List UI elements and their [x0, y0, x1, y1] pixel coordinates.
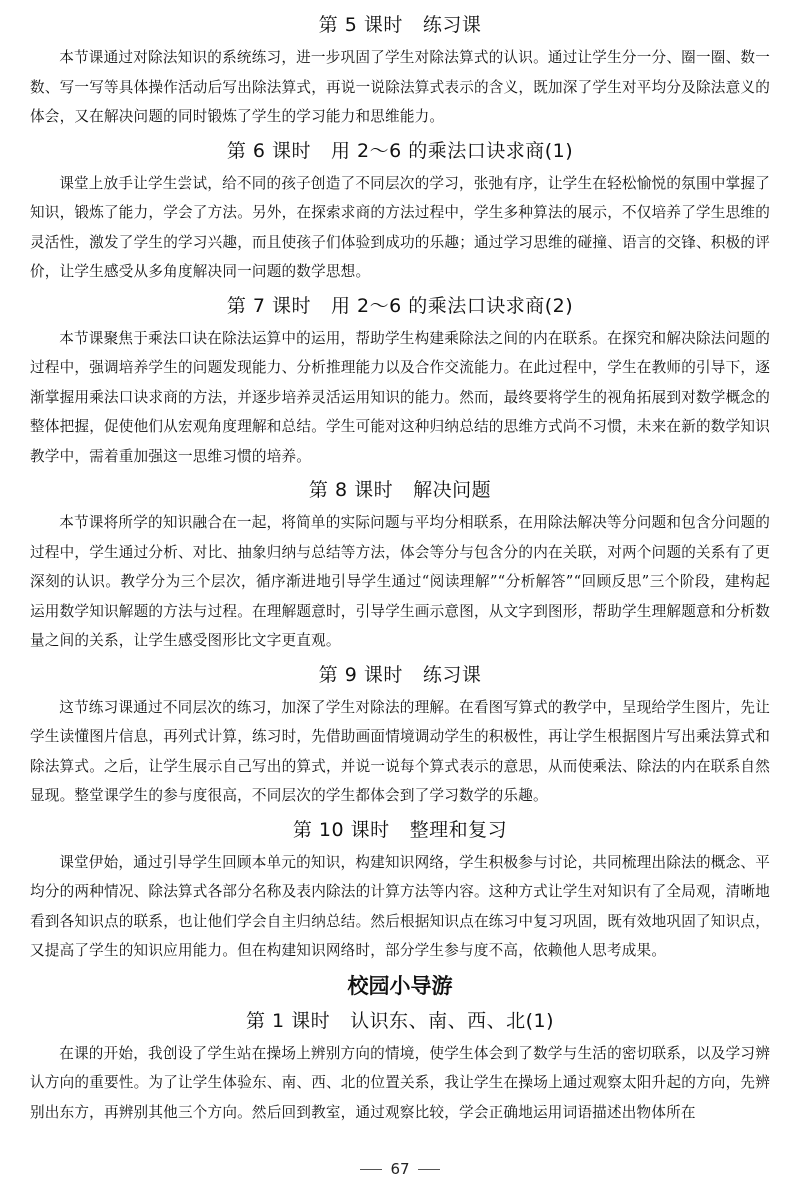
lesson-paragraph: 课堂伊始，通过引导学生回顾本单元的知识，构建知识网络，学生积极参与讨论，共同梳理出除法的概念、平均分的两种情况、除法算式各部分名称及表内除法的计算方法等内容。这种方式让学生对知识有了全局观，清晰地看到各知识点的联系，也让他们学会自主归纳总结。然后根据知识点在练习中复习巩固，既有效地巩固了知识点，又提高了学生的知识应用能力。但在构建知识网络时，部分学生参与度不高，依赖他人思考成果。 — [30, 853, 770, 959]
lesson-10 — [30, 815, 770, 966]
lesson-7 — [30, 291, 770, 472]
lesson-8 — [30, 475, 770, 656]
lesson-title: 第 5 课时 练习课 — [318, 14, 482, 36]
lesson-title: 第 8 课时 解决问题 — [308, 479, 492, 501]
lesson-paragraph: 本节课将所学的知识融合在一起，将简单的实际问题与平均分相联系，在用除法解决等分问题和包含分问题的过程中，学生通过分析、对比、抽象归纳与总结等方法，体会等分与包含分的内在关联，对两个问题的关系有了更深刻的认识。教学分为三个层次，循序渐进地引导学生通过“阅读理解”“分析解答”“回顾反思”三个阶段，建构起运用数学知识解题的方法与过程。在理解题意时，引导学生画示意图，从文字到图形，帮助学生理解题意和分析数量之间的关系，让学生感受图形比文字更直观。 — [30, 514, 770, 649]
page-number-dash — [360, 1169, 382, 1170]
lesson-paragraph: 课堂上放手让学生尝试，给不同的孩子创造了不同层次的学习，张弛有序，让学生在轻松愉悦的氛围中掌握了知识，锻炼了能力，学会了方法。另外，在探索求商的方法过程中，学生多种算法的展示，不仅培养了学生思维的灵活性，激发了学生的学习兴趣，而且使孩子们体验到成功的乐趣；通过学习思维的碰撞、语言的交锋、积极的评价，让学生感受从多角度解决同一问题的数学思想。 — [30, 174, 770, 280]
lesson-title: 第 1 课时 认识东、南、西、北(1) — [245, 1009, 555, 1032]
lesson-title: 第 7 课时 用 2～6 的乘法口诀求商(2) — [226, 294, 574, 317]
lesson-title: 第 6 课时 用 2～6 的乘法口诀求商(1) — [226, 139, 574, 162]
lesson-5 — [30, 10, 770, 132]
lesson-paragraph: 在课的开始，我创设了学生站在操场上辨别方向的情境，使学生体会到了数学与生活的密切联系，以及学习辨认方向的重要性。为了让学生体验东、南、西、北的位置关系，我让学生在操场上通过观察太阳升起的方向，先辨别出东方，再辨别其他三个方向。然后回到教室，通过观察比较，学会正确地运用词语描述出物体所在 — [30, 1044, 770, 1121]
lesson-title: 第 9 课时 练习课 — [318, 663, 482, 686]
unit-lesson-1 — [30, 1006, 770, 1128]
lesson-paragraph: 这节练习课通过不同层次的练习，加深了学生对除法的理解。在看图写算式的教学中，呈现给学生图片，先让学生读懂图片信息，再列式计算，练习时，先借助画面情境调动学生的积极性，再让学生根据图片写出乘法算式和除法算式。之后，让学生展示自己写出的算式，并说一说每个算式表示的意思，从而使乘法、除法的内在联系自然显现。整堂课学生的参与度很高，不同层次的学生都体会到了学习数学的乐趣。 — [30, 698, 770, 804]
lesson-paragraph: 本节课聚焦于乘法口诀在除法运算中的运用，帮助学生构建乘除法之间的内在联系。在探究和解决除法问题的过程中，强调培养学生的问题发现能力、分析推理能力以及合作交流能力。在此过程中，学生在教师的引导下，逐渐掌握用乘法口诀求商的方法，并逐步培养灵活运用知识的能力。然而，最终要将学生的视角拓展到对数学概念的整体把握，促使他们从宏观角度理解和总结。学生可能对这种归纳总结的思维方式尚不习惯，未来在新的数学知识教学中，需着重加强这一思维习惯的培养。 — [30, 329, 770, 465]
lesson-paragraph: 本节课通过对除法知识的系统练习，进一步巩固了学生对除法算式的认识。通过让学生分一分、圈一圈、数一数、写一写等具体操作活动后写出除法算式，再说一说除法算式表示的含义，既加深了学生对平均分及除法意义的体会，又在解决问题的同时锻炼了学生的学习能力和思维能力。 — [30, 49, 770, 125]
page-number: 67 — [0, 1160, 800, 1178]
lesson-title: 第 10 课时 整理和复习 — [292, 818, 508, 841]
lesson-9 — [30, 660, 770, 811]
unit-title: 校园小导游 — [347, 973, 453, 998]
page-number-dash — [418, 1169, 440, 1170]
lesson-6 — [30, 136, 770, 287]
